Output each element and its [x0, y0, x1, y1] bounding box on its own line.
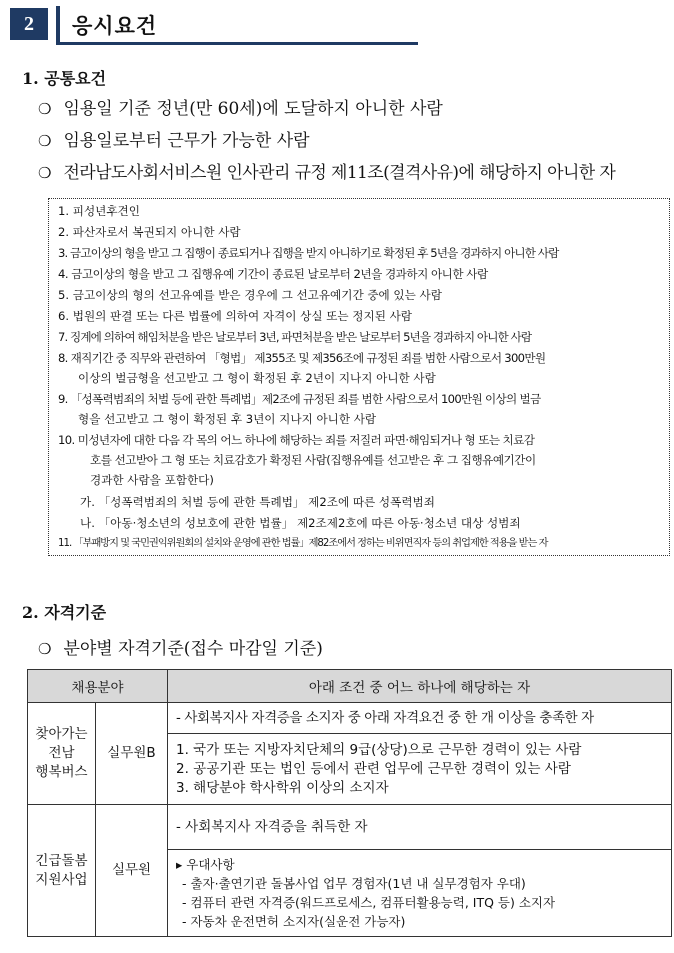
circle-bullet-icon: ❍: [38, 100, 52, 118]
section2-title: 2. 자격기준: [22, 603, 107, 622]
disqualification-item: 1. 피성년후견인: [58, 204, 140, 218]
position-cell: 실무원B: [96, 703, 168, 805]
disqualification-item: 11. 「부패방지 및 국민권익위원회의 설치와 운영에 관한 법률」제82조에서 정하는 비위면직자 등의 취업제한 적용을 받는 자: [58, 538, 548, 549]
disqualification-item: 4. 금고이상의 형을 받고 그 집행유예 기간이 종료된 날로부터 2년을 경과하지 아니한 사람: [58, 267, 488, 281]
disqualification-item: 3. 금고이상의 형을 받고 그 집행이 종료되거나 집행을 받지 아니하기로 확정된 후 5년을 경과하지 아니한 사람: [58, 246, 559, 260]
disqualification-subitem: 가. 「성폭력범죄의 처벌 등에 관한 특례법」 제2조에 따른 성폭력범죄: [80, 495, 435, 509]
section-number-badge: 2: [10, 8, 48, 40]
disqualification-item-continued: 형을 선고받고 그 형이 확정된 후 3년이 지나지 아니한 사람: [78, 412, 377, 426]
field-cell: 찾아가는 전남 행복버스: [28, 703, 96, 805]
circle-bullet-icon: ❍: [38, 164, 52, 182]
section2-subtitle: ❍ 분야별 자격기준(접수 마감일 기준): [38, 639, 323, 659]
page-title: 응시요건: [72, 14, 158, 38]
section-header: [10, 4, 418, 44]
requirement-cell: - 사회복지사 자격증을 취득한 자: [168, 805, 672, 850]
disqualification-item: 5. 금고이상의 형의 선고유예를 받은 경우에 그 선고유예기간 중에 있는 사람: [58, 288, 442, 302]
requirement-list-cell: ▸ 우대사항 - 출자·출연기관 돌봄사업 업무 경험자(1년 내 실무경험자 우대) - 컴퓨터 관련 자격증(워드프로세스, 컴퓨터활용능력, ITQ 등) 소지자 - 자동차 운전면허 소지자(실운전 가능자): [168, 850, 672, 937]
table-header-requirements: 아래 조건 중 어느 하나에 해당하는 자: [168, 670, 672, 703]
header-underline: [56, 42, 418, 45]
requirement-list-cell: 1. 국가 또는 지방자치단체의 9급(상당)으로 근무한 경력이 있는 사람 2. 공공기관 또는 법인 등에서 관련 업무에 근무한 경력이 있는 사람 3. 해당분야 학사학위 이상의 소지자: [168, 734, 672, 805]
requirement-cell: - 사회복지사 자격증을 소지자 중 아래 자격요건 중 한 개 이상을 충족한 자: [168, 703, 672, 734]
table-header-field: 채용분야: [28, 670, 168, 703]
disqualification-item-continued: 경과한 사람을 포함한다): [90, 473, 214, 487]
disqualification-item-continued: 호를 선고받아 그 형 또는 치료감호가 확정된 사람(집행유예를 선고받은 후 그 집행유예기간이: [90, 453, 536, 467]
field-cell: 긴급돌봄 지원사업: [28, 805, 96, 937]
circle-bullet-icon: ❍: [38, 640, 52, 658]
condition-item: ❍ 임용일 기준 정년(만 60세)에 도달하지 아니한 사람: [38, 99, 443, 119]
table-header-row: [28, 670, 672, 703]
condition-item: ❍ 임용일로부터 근무가 가능한 사람: [38, 131, 310, 151]
disqualification-item: 8. 재직기간 중 직무와 관련하여 「형법」 제355조 및 제356조에 규정된 죄를 범한 사람으로서 300만원: [58, 351, 546, 365]
table-row: [28, 805, 672, 850]
disqualification-item: 2. 파산자로서 복권되지 아니한 사람: [58, 225, 241, 239]
qualification-table: [27, 669, 672, 937]
table-row: [28, 703, 672, 734]
position-cell: 실무원: [96, 805, 168, 937]
condition-item: ❍ 전라남도사회서비스원 인사관리 규정 제11조(결격사유)에 해당하지 아니한 자: [38, 163, 616, 183]
disqualification-subitem: 나. 「아동·청소년의 성보호에 관한 법률」 제2조제2호에 따른 아동·청소년 대상 성범죄: [80, 516, 521, 530]
disqualification-item: 10. 미성년자에 대한 다음 각 목의 어느 하나에 해당하는 죄를 저질러 파면·해임되거나 형 또는 치료감: [58, 433, 535, 447]
disqualification-item: 7. 징계에 의하여 해임처분을 받은 날로부터 3년, 파면처분을 받은 날로부터 5년을 경과하지 아니한 사람: [58, 330, 532, 344]
section1-title: 1. 공통요건: [22, 69, 107, 88]
disqualification-item: 9. 「성폭력범죄의 처벌 등에 관한 특례법」제2조에 규정된 죄를 범한 사람으로서 100만원 이상의 벌금: [58, 392, 541, 406]
disqualification-item-continued: 이상의 벌금형을 선고받고 그 형이 확정된 후 2년이 지나지 아니한 사람: [78, 371, 436, 385]
circle-bullet-icon: ❍: [38, 132, 52, 150]
disqualification-item: 6. 법원의 판결 또는 다른 법률에 의하여 자격이 상실 또는 정지된 사람: [58, 309, 412, 323]
header-accent-bar: [56, 6, 60, 44]
